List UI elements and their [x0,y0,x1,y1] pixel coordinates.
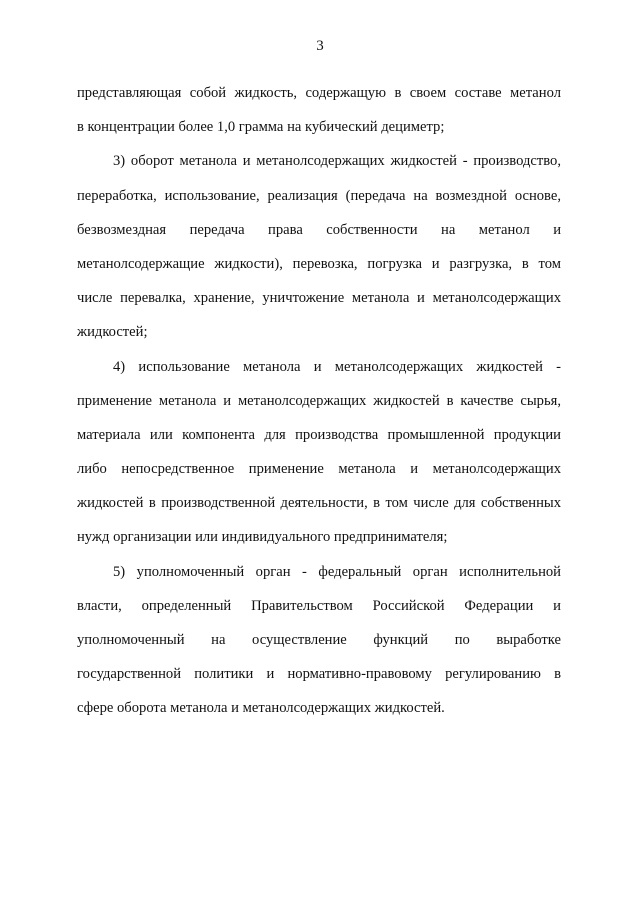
document-body [77,76,561,726]
text-line: сфере оборота метанола и метанолсодержащих жидкостей. [77,700,445,717]
text-line: 4) использование метанола и метанолсодержащих жидкостей - [113,358,561,375]
text-line: представляющая собой жидкость, содержащую в своем составе метанол [77,85,561,101]
text-line: безвозмездная передача права собственности на метанол и [77,221,561,238]
text-line: в концентрации более 1,0 грамма на кубический дециметр; [77,119,445,136]
text-line: переработка, использование, реализация (передача на возмездной основе, [77,187,561,204]
text-line: 5) уполномоченный орган - федеральный орган исполнительной [113,563,561,580]
text-line: применение метанола и метанолсодержащих жидкостей в качестве сырья, [77,392,561,409]
paragraph-4 [77,555,561,726]
text-line: метанолсодержащие жидкости), перевозка, погрузка и разгрузка, в том [77,255,561,272]
text-line: нужд организации или индивидуального предпринимателя; [77,529,448,546]
paragraph-2 [77,144,561,349]
text-line: числе перевалка, хранение, уничтожение метанола и метанолсодержащих [77,290,561,307]
text-line: жидкостей; [77,324,148,341]
text-line: жидкостей в производственной деятельности, в том числе для собственных [77,495,561,512]
text-line: власти, определенный Правительством Российской Федерации и [77,597,561,614]
text-line: либо непосредственное применение метанола и метанолсодержащих [77,461,561,478]
text-line: государственной политики и нормативно-правовому регулированию в [77,666,561,683]
text-line: материала или компонента для производства промышленной продукции [77,426,561,443]
page-number: 3 [316,38,324,54]
text-line: 3) оборот метанола и метанолсодержащих жидкостей - производство, [113,153,561,170]
text-line: уполномоченный на осуществление функций по выработке [77,632,561,648]
paragraph-1 [77,76,561,144]
paragraph-3 [77,350,561,555]
